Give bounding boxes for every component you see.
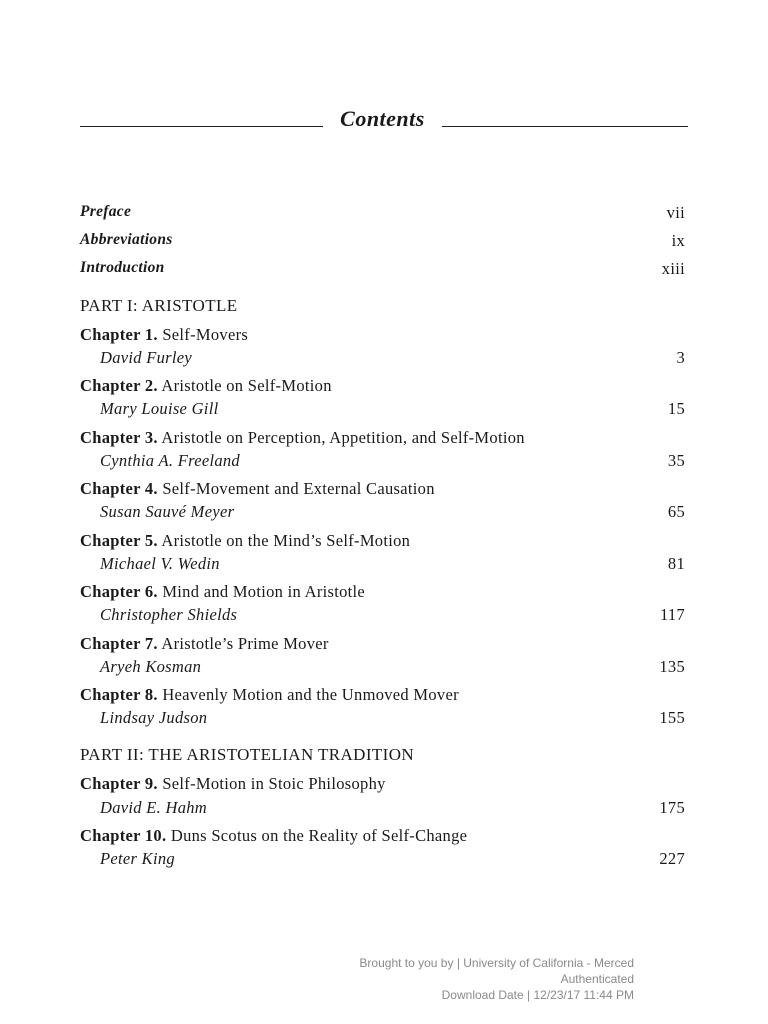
page-title: Contents [340, 106, 425, 131]
chapter-author: Aryeh Kosman [100, 657, 202, 676]
chapter-title: Self-Movers [162, 325, 249, 344]
page-number: 3 [676, 348, 685, 367]
chapter-title: Aristotle on the Mind’s Self-Motion [161, 531, 411, 550]
footer-provider: Brought to you by | University of California - Merced [359, 956, 634, 970]
toc-entry-preface[interactable] [80, 203, 685, 227]
chapter-title-row[interactable] [80, 428, 685, 452]
chapter-author-row [80, 708, 685, 732]
chapter-author-row [80, 605, 685, 629]
title-rule-left [80, 126, 323, 127]
chapter-author: Lindsay Judson [100, 708, 208, 727]
chapter-author-row [80, 399, 685, 423]
chapter-number: Chapter 4. [80, 479, 158, 498]
chapter-number: Chapter 9. [80, 774, 158, 793]
page-number: ix [671, 231, 685, 250]
page-number: 155 [659, 708, 685, 727]
chapter-number: Chapter 7. [80, 634, 158, 653]
chapter-author-row [80, 849, 685, 873]
page-number: 35 [667, 451, 685, 470]
footer-download-date: Download Date | 12/23/17 11:44 PM [441, 988, 634, 1002]
chapter-title-row[interactable] [80, 774, 685, 798]
chapter-title-row[interactable] [80, 634, 685, 658]
chapter-title-row[interactable] [80, 479, 685, 503]
chapter-author: Susan Sauvé Meyer [100, 502, 235, 521]
chapter-title-row[interactable] [80, 531, 685, 555]
chapter-title-row[interactable] [80, 826, 685, 850]
chapter-number: Chapter 3. [80, 428, 158, 447]
chapter-author-row [80, 348, 685, 372]
page-number: 175 [659, 798, 685, 817]
chapter-author: Michael V. Wedin [100, 554, 220, 573]
chapter-author: Cynthia A. Freeland [100, 451, 240, 470]
title-rule-right [442, 126, 688, 127]
access-footer [359, 955, 634, 1003]
page-number: 15 [667, 399, 685, 418]
chapter-title: Self-Movement and External Causation [162, 479, 435, 498]
page-number: 65 [667, 502, 685, 521]
chapter-title: Aristotle on Self-Motion [161, 376, 332, 395]
chapter-title: Aristotle on Perception, Appetition, and Self-Motion [161, 428, 525, 447]
chapter-title: Mind and Motion in Aristotle [162, 582, 366, 601]
page-number: 117 [659, 605, 685, 624]
toc-entry-abbreviations[interactable] [80, 231, 685, 255]
chapter-author: David E. Hahm [100, 798, 208, 817]
chapter-number: Chapter 8. [80, 685, 158, 704]
chapter-author-row [80, 554, 685, 578]
chapter-title-row[interactable] [80, 582, 685, 606]
chapter-author-row [80, 502, 685, 526]
chapter-title: Heavenly Motion and the Unmoved Mover [162, 685, 459, 704]
chapter-author: Mary Louise Gill [100, 399, 219, 418]
chapter-number: Chapter 10. [80, 826, 167, 845]
entry-label: Abbreviations [80, 231, 173, 248]
toc-entry-introduction[interactable] [80, 259, 685, 283]
chapter-title: Aristotle’s Prime Mover [161, 634, 329, 653]
part-heading: PART I: ARISTOTLE [80, 296, 238, 315]
footer-auth: Authenticated [560, 972, 634, 986]
chapter-title-row[interactable] [80, 325, 685, 349]
chapter-author: David Furley [100, 348, 193, 367]
entry-label: Introduction [80, 259, 165, 276]
part-heading: PART II: THE ARISTOTELIAN TRADITION [80, 745, 415, 764]
chapter-number: Chapter 2. [80, 376, 158, 395]
chapter-author-row [80, 798, 685, 822]
chapter-title: Duns Scotus on the Reality of Self-Change [170, 826, 468, 845]
page-number: 227 [659, 849, 685, 868]
page-number: xiii [661, 259, 685, 278]
chapter-number: Chapter 5. [80, 531, 158, 550]
entry-label: Preface [80, 203, 132, 220]
chapter-author-row [80, 657, 685, 681]
page-number: 135 [659, 657, 685, 676]
chapter-title-row[interactable] [80, 376, 685, 400]
chapter-title: Self-Motion in Stoic Philosophy [162, 774, 386, 793]
contents-header [80, 106, 688, 134]
chapter-author: Peter King [100, 849, 175, 868]
page-number: vii [666, 203, 685, 222]
chapter-author: Christopher Shields [100, 605, 238, 624]
page-number: 81 [667, 554, 685, 573]
chapter-number: Chapter 6. [80, 582, 158, 601]
chapter-title-row[interactable] [80, 685, 685, 709]
chapter-author-row [80, 451, 685, 475]
chapter-number: Chapter 1. [80, 325, 158, 344]
